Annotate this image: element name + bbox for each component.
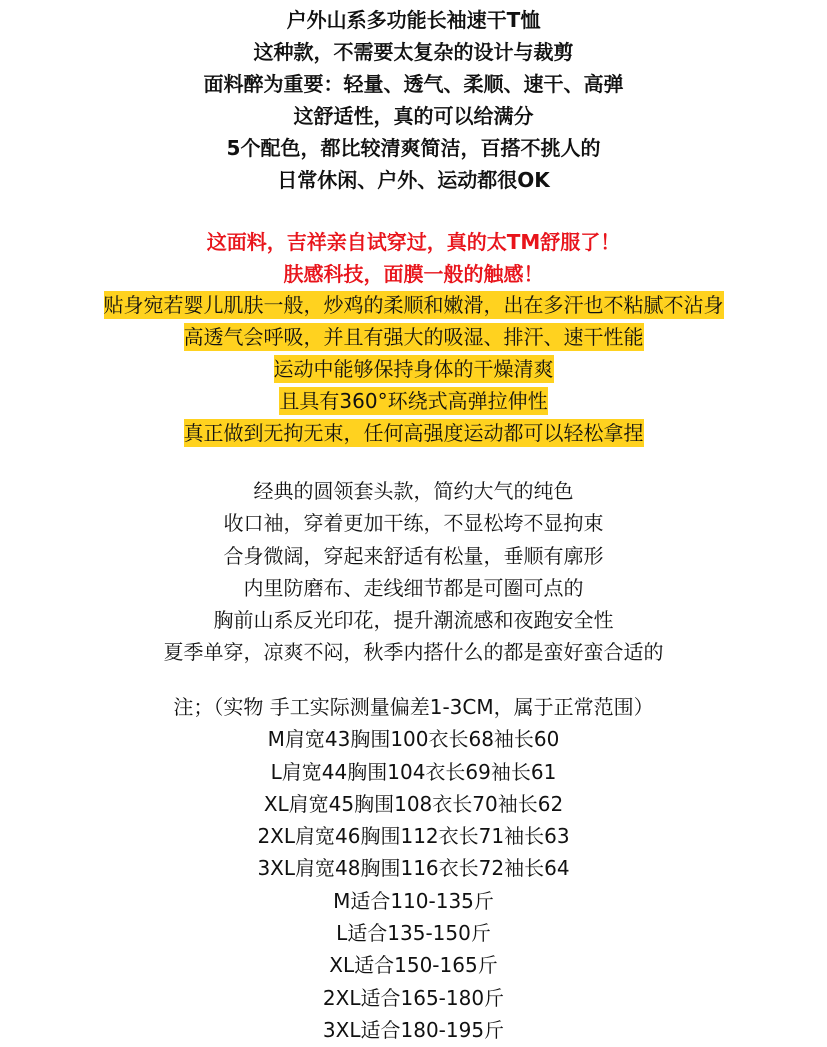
size-line: L肩宽44胸围104衣长69袖长61: [270, 759, 557, 784]
weight-line: L适合135-150斤: [336, 921, 491, 946]
feature-line: 收口袖，穿着更加干练，不显松垮不显拘束: [223, 511, 604, 536]
intro-line: 户外山系多功能长袖速干T恤: [286, 8, 541, 32]
intro-line: 这舒适性，真的可以给满分: [293, 104, 534, 128]
size-line: XL肩宽45胸围108衣长70袖长62: [263, 791, 564, 816]
size-line: 2XL肩宽46胸围112衣长71袖长63: [257, 824, 570, 849]
intro-line: 这种款，不需要太复杂的设计与裁剪: [253, 40, 574, 64]
weight-line: XL适合150-165斤: [329, 953, 498, 978]
features-section: [0, 475, 827, 669]
size-note: 注；（实物 手工实际测量偏差1-3CM，属于正常范围）: [173, 695, 654, 719]
feature-line: 内里防磨布、走线细节都是可圈可点的: [243, 575, 584, 600]
weight-line: 3XL适合180-195斤: [322, 1017, 505, 1042]
size-chart-section: [0, 691, 827, 1046]
size-line: M肩宽43胸围100衣长68袖长60: [267, 727, 560, 752]
intro-line: 面料醉为重要：轻量、透气、柔顺、速干、高弹: [203, 72, 624, 96]
highlight-line: 贴身宛若婴儿肌肤一般，炒鸡的柔顺和嫩滑，出在多汗也不粘腻不沾身: [103, 293, 724, 317]
feature-line: 夏季单穿，凉爽不闷，秋季内搭什么的都是蛮好蛮合适的: [163, 640, 664, 665]
feature-line: 合身微阔，穿起来舒适有松量，垂顺有廓形: [223, 543, 604, 568]
highlight-section: [0, 289, 827, 449]
red-emphasis-section: [0, 226, 827, 290]
highlight-line: 真正做到无拘无束，任何高强度运动都可以轻松拿捏: [183, 421, 644, 445]
intro-line: 日常休闲、户外、运动都很OK: [277, 168, 550, 192]
weight-line: 2XL适合165-180斤: [322, 985, 505, 1010]
highlight-line: 且具有360°环绕式高弹拉伸性: [279, 389, 548, 413]
red-line: 肤感科技，面膜一般的触感！: [283, 262, 544, 286]
intro-line: 5个配色，都比较清爽简洁，百搭不挑人的: [226, 136, 601, 160]
highlight-line: 高透气会呼吸，并且有强大的吸湿、排汗、速干性能: [183, 325, 644, 349]
feature-line: 胸前山系反光印花，提升潮流感和夜跑安全性: [213, 608, 614, 633]
feature-line: 经典的圆领套头款，简约大气的纯色: [253, 479, 574, 503]
weight-line: M适合110-135斤: [333, 888, 494, 913]
size-line: 3XL肩宽48胸围116衣长72袖长64: [257, 856, 570, 881]
intro-section: [0, 4, 827, 196]
highlight-line: 运动中能够保持身体的干燥清爽: [273, 357, 554, 381]
red-line: 这面料，吉祥亲自试穿过，真的太TM舒服了！: [206, 230, 621, 254]
